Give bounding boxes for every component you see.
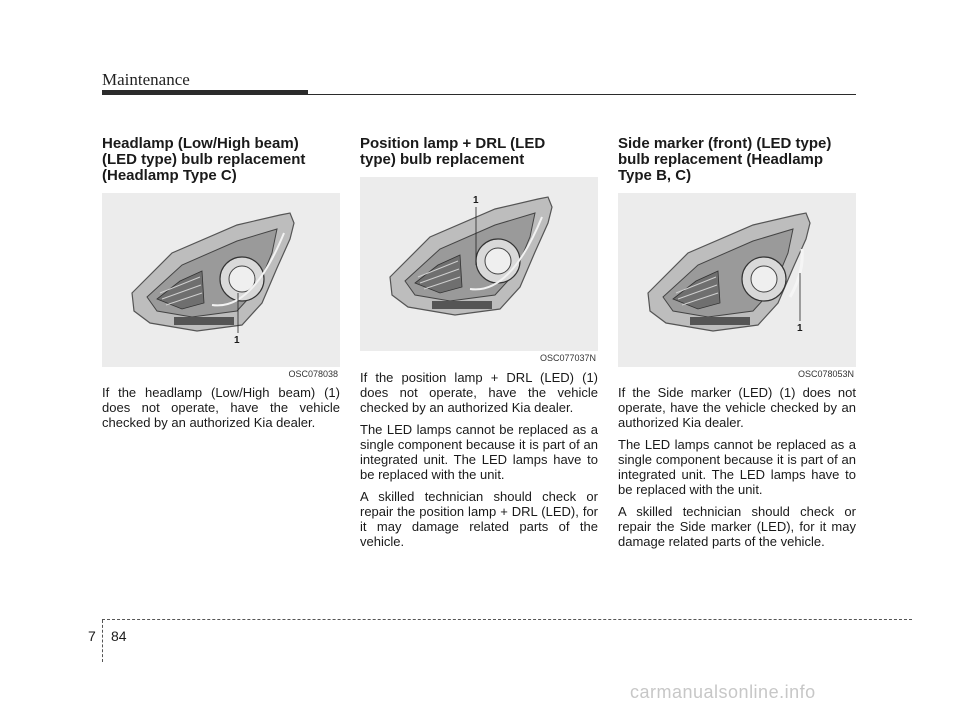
paragraph: If the Side marker (LED) (1) does not operate, have the vehicle checked by an authorized Kia dealer. — [618, 385, 856, 430]
header-rule-thin — [308, 94, 856, 95]
column-side-marker — [618, 136, 856, 184]
text-block — [360, 370, 598, 549]
callout-1: 1 — [797, 323, 803, 334]
callout-1: 1 — [473, 195, 479, 206]
headlamp-figure — [102, 193, 340, 379]
side-marker-figure — [618, 193, 856, 379]
paragraph: The LED lamps cannot be replaced as a single component because it is part of an integrated unit. The LED lamps have to be replaced with the unit. — [618, 437, 856, 497]
paragraph: A skilled technician should check or repair the Side marker (LED), for it may damage related parts of the vehicle. — [618, 504, 856, 549]
chapter-number: 7 — [88, 628, 96, 644]
position-lamp-figure — [360, 177, 598, 363]
section-title-side-marker: Side marker (front) (LED type) bulb replacement (Headlamp Type B, C) — [618, 135, 832, 184]
text-block — [618, 385, 856, 549]
figure-code: OSC078038 — [288, 369, 338, 379]
paragraph: If the headlamp (Low/High beam) (1) does not operate, have the vehicle checked by an authorized Kia dealer. — [102, 385, 340, 430]
position-lamp-illustration — [360, 177, 598, 351]
section-title-position-lamp: Position lamp + DRL (LED type) bulb replacement — [360, 135, 546, 168]
headlamp-illustration — [102, 193, 340, 367]
paragraph: A skilled technician should check or repair the position lamp + DRL (LED), for it may damage related parts of the vehicle. — [360, 489, 598, 549]
watermark: carmanualsonline.info — [630, 682, 816, 702]
paragraph: The LED lamps cannot be replaced as a single component because it is part of an integrated unit. The LED lamps have to be replaced with the unit. — [360, 422, 598, 482]
header-rule-thick — [102, 90, 308, 95]
section-header: Maintenance — [102, 70, 190, 89]
footer-divider — [102, 619, 912, 620]
figure-code: OSC077037N — [539, 353, 596, 363]
paragraph: If the position lamp + DRL (LED) (1) does not operate, have the vehicle checked by an authorized Kia dealer. — [360, 370, 598, 415]
callout-1: 1 — [234, 335, 240, 346]
side-marker-illustration — [618, 193, 856, 367]
section-title-headlamp: Headlamp (Low/High beam) (LED type) bulb replacement (Headlamp Type C) — [102, 135, 306, 184]
figure-code: OSC078053N — [797, 369, 854, 379]
page-number: 84 — [111, 628, 127, 644]
column-headlamp — [102, 136, 340, 184]
footer-vertical-divider — [102, 620, 103, 662]
column-position-lamp — [360, 136, 598, 168]
